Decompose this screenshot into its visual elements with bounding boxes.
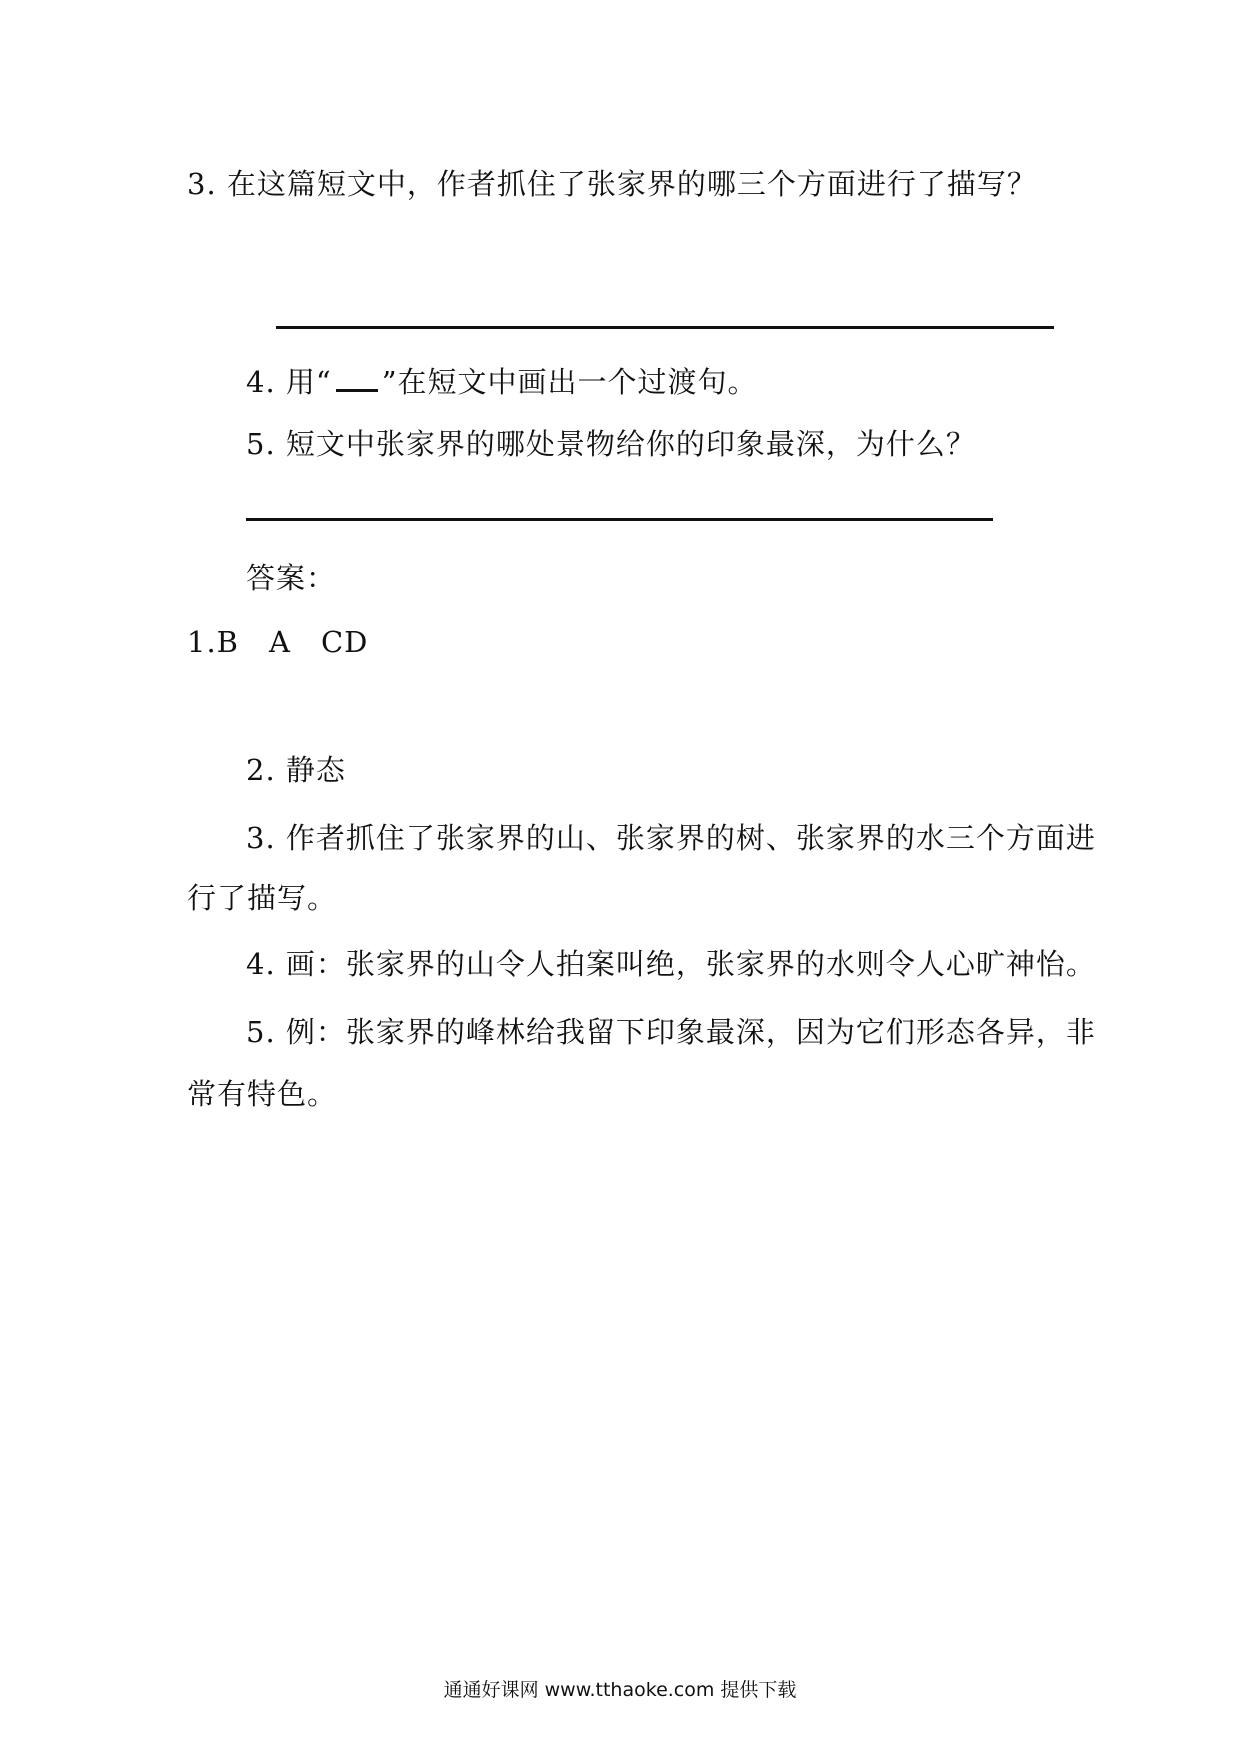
answer-1-choice: A <box>268 625 291 659</box>
underline-blank <box>336 363 378 392</box>
question-4-suffix: ”在短文中画出一个过渡句。 <box>381 365 758 399</box>
question-4 <box>246 362 758 402</box>
answer-3-line-2: 行了描写。 <box>187 881 338 915</box>
question-3: 3. 在这篇短文中，作者抓住了张家界的哪三个方面进行了描写？ <box>187 167 1037 201</box>
answer-5-line-2: 常有特色。 <box>187 1077 338 1111</box>
answer-line-q5 <box>246 518 993 521</box>
answer-2: 2. 静态 <box>246 753 346 787</box>
answer-3-line-1: 3. 作者抓住了张家界的山、张家界的树、张家界的水三个方面进 <box>246 821 1096 855</box>
answer-1 <box>187 622 368 662</box>
question-4-prefix: 4. 用“ <box>246 365 332 399</box>
answer-5-line-1: 5. 例：张家界的峰林给我留下印象最深，因为它们形态各异，非 <box>246 1015 1096 1049</box>
answers-heading: 答案： <box>246 561 337 595</box>
answer-1-choice: CD <box>320 625 369 659</box>
answer-4: 4. 画：张家界的山令人拍案叫绝，张家界的水则令人心旷神怡。 <box>246 947 1096 981</box>
answer-line-q3 <box>276 326 1054 329</box>
question-5: 5. 短文中张家界的哪处景物给你的印象最深，为什么？ <box>246 427 976 461</box>
answer-1-number: 1. <box>187 625 217 659</box>
footer-credit: 通通好课网 www.tthaoke.com 提供下载 <box>443 1679 797 1701</box>
answer-1-choice: B <box>216 625 239 659</box>
